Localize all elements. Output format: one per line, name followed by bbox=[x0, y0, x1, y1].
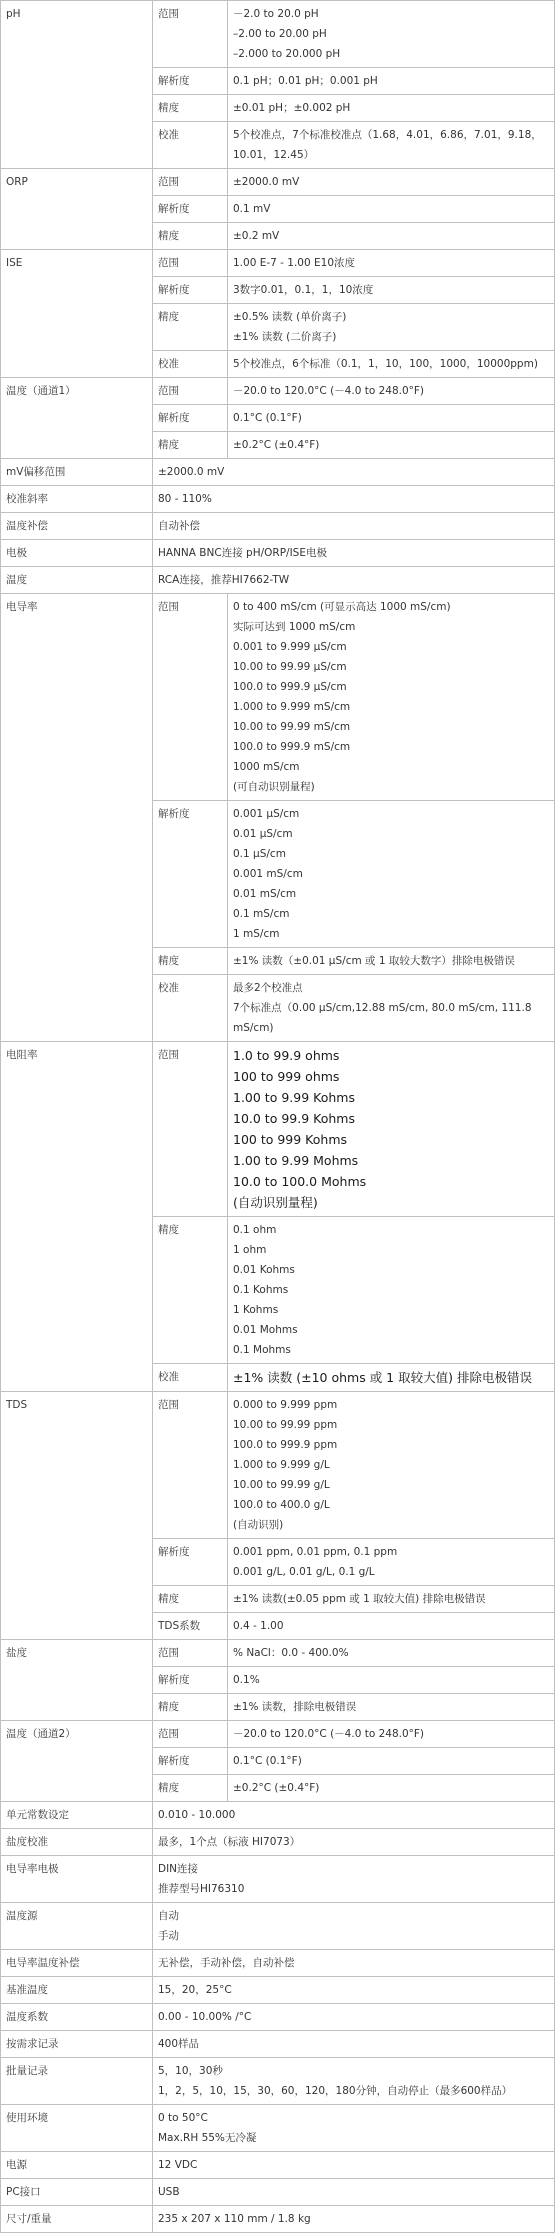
spec-category: mV偏移范围 bbox=[1, 459, 153, 486]
spec-value-line: －20.0 to 120.0°C (－4.0 to 248.0°F) bbox=[233, 1728, 425, 1740]
spec-subcategory: 范围 bbox=[153, 1392, 228, 1539]
spec-value-line: －20.0 to 120.0°C (－4.0 to 248.0°F) bbox=[233, 385, 425, 397]
spec-value bbox=[228, 1042, 555, 1217]
spec-value bbox=[153, 1903, 555, 1950]
spec-value bbox=[153, 2004, 555, 2031]
spec-row bbox=[1, 486, 555, 513]
spec-value bbox=[153, 513, 555, 540]
spec-value-line: 0.001 to 9.999 µS/cm bbox=[233, 641, 347, 653]
spec-subcategory: 解析度 bbox=[153, 196, 228, 223]
spec-value bbox=[228, 432, 555, 459]
spec-subcategory: 解析度 bbox=[153, 277, 228, 304]
spec-value-line: 400样品 bbox=[158, 2038, 200, 2050]
spec-value bbox=[228, 405, 555, 432]
spec-value bbox=[153, 2105, 555, 2152]
spec-category: ORP bbox=[1, 169, 153, 250]
spec-value-line: 0.1 Mohms bbox=[233, 1344, 291, 1356]
spec-subcategory: 精度 bbox=[153, 223, 228, 250]
spec-value-line: 0.01 Kohms bbox=[233, 1264, 295, 1276]
spec-value-line: (可自动识别量程) bbox=[233, 781, 315, 793]
spec-value bbox=[228, 304, 555, 351]
spec-category: 盐度校准 bbox=[1, 1829, 153, 1856]
spec-row bbox=[1, 2179, 555, 2206]
spec-value bbox=[228, 68, 555, 95]
spec-row bbox=[1, 1392, 555, 1539]
spec-value-line: 10.0 to 99.9 Kohms bbox=[233, 1111, 355, 1126]
spec-category: 单元常数设定 bbox=[1, 1802, 153, 1829]
spec-value-line: 0.000 to 9.999 ppm bbox=[233, 1399, 338, 1411]
spec-value-line: 0.1% bbox=[233, 1674, 260, 1686]
spec-subcategory: 校准 bbox=[153, 122, 228, 169]
spec-value bbox=[228, 1640, 555, 1667]
spec-value bbox=[228, 277, 555, 304]
spec-value-line: 1，2，5，10，15，30，60，120，180分钟，自动停止（最多600样品） bbox=[158, 2085, 513, 2097]
spec-row bbox=[1, 1640, 555, 1667]
spec-value bbox=[153, 1856, 555, 1903]
spec-value-line: ±0.2°C (±0.4°F) bbox=[233, 1782, 320, 1794]
spec-subcategory: 精度 bbox=[153, 948, 228, 975]
spec-subcategory: 校准 bbox=[153, 1364, 228, 1392]
spec-value-line: ±0.2°C (±0.4°F) bbox=[233, 439, 320, 451]
spec-subcategory: 解析度 bbox=[153, 801, 228, 948]
spec-row bbox=[1, 2105, 555, 2152]
spec-row bbox=[1, 1977, 555, 2004]
spec-value-line: 0.01 µS/cm bbox=[233, 828, 293, 840]
spec-value-line: 1.00 to 9.99 Kohms bbox=[233, 1090, 355, 1105]
spec-subcategory: 范围 bbox=[153, 1640, 228, 1667]
spec-value-line: 7个标准点（0.00 μS/cm,12.88 mS/cm, 80.0 mS/cm, 111.8 mS/cm) bbox=[233, 1002, 532, 1034]
spec-value-line: 0.001 mS/cm bbox=[233, 868, 303, 880]
spec-row bbox=[1, 2152, 555, 2179]
spec-category: 温度系数 bbox=[1, 2004, 153, 2031]
spec-value-line: DIN连接 bbox=[158, 1863, 199, 1875]
spec-value-line: % NaCl：0.0 - 400.0% bbox=[233, 1647, 349, 1659]
spec-subcategory: 解析度 bbox=[153, 405, 228, 432]
spec-value bbox=[228, 351, 555, 378]
spec-row bbox=[1, 2058, 555, 2105]
spec-category: 电极 bbox=[1, 540, 153, 567]
spec-subcategory: 范围 bbox=[153, 1042, 228, 1217]
spec-row bbox=[1, 1856, 555, 1903]
spec-value bbox=[153, 2031, 555, 2058]
spec-row bbox=[1, 250, 555, 277]
spec-value-line: 100.0 to 999.9 mS/cm bbox=[233, 741, 351, 753]
spec-row bbox=[1, 1903, 555, 1950]
spec-value-line: 0.1 Kohms bbox=[233, 1284, 289, 1296]
spec-value bbox=[153, 459, 555, 486]
spec-category: 批量记录 bbox=[1, 2058, 153, 2105]
spec-row bbox=[1, 2004, 555, 2031]
spec-value-line: 1.000 to 9.999 g/L bbox=[233, 1459, 330, 1471]
spec-value-line: (自动识别量程) bbox=[233, 1195, 318, 1210]
spec-subcategory: TDS系数 bbox=[153, 1613, 228, 1640]
spec-value-line: 1.00 E-7 - 1.00 E10浓度 bbox=[233, 257, 355, 269]
spec-row bbox=[1, 540, 555, 567]
spec-category: TDS bbox=[1, 1392, 153, 1640]
spec-value bbox=[228, 250, 555, 277]
spec-value-line: 10.00 to 99.99 g/L bbox=[233, 1479, 330, 1491]
spec-value-line: ±2000.0 mV bbox=[233, 176, 300, 188]
spec-subcategory: 范围 bbox=[153, 1, 228, 68]
spec-value bbox=[228, 196, 555, 223]
spec-value-line: 0.001 ppm, 0.01 ppm, 0.1 ppm bbox=[233, 1546, 398, 1558]
spec-value-line: 0.010 - 10.000 bbox=[158, 1809, 236, 1821]
spec-value-line: (自动识别) bbox=[233, 1519, 284, 1531]
spec-value-line: ±2000.0 mV bbox=[158, 466, 225, 478]
spec-value-line: Max.RH 55%无冷凝 bbox=[158, 2132, 257, 2144]
spec-row bbox=[1, 513, 555, 540]
spec-category: 按需求记录 bbox=[1, 2031, 153, 2058]
spec-value-line: 5，10，30秒 bbox=[158, 2065, 223, 2077]
spec-subcategory: 精度 bbox=[153, 1217, 228, 1364]
spec-value bbox=[153, 567, 555, 594]
spec-value-line: 0 to 400 mS/cm (可显示高达 1000 mS/cm) bbox=[233, 601, 451, 613]
spec-value bbox=[153, 1829, 555, 1856]
spec-subcategory: 解析度 bbox=[153, 1748, 228, 1775]
spec-value-line: 80 - 110% bbox=[158, 493, 212, 505]
spec-value-line: －2.0 to 20.0 pH bbox=[233, 8, 319, 20]
spec-subcategory: 精度 bbox=[153, 95, 228, 122]
spec-subcategory: 校准 bbox=[153, 975, 228, 1042]
spec-row bbox=[1, 567, 555, 594]
spec-subcategory: 解析度 bbox=[153, 68, 228, 95]
spec-value-line: 0.1 mS/cm bbox=[233, 908, 290, 920]
spec-value-line: 0.001 μS/cm bbox=[233, 808, 300, 820]
spec-row bbox=[1, 1, 555, 68]
spec-subcategory: 范围 bbox=[153, 594, 228, 801]
spec-subcategory: 精度 bbox=[153, 1586, 228, 1613]
spec-value-line: 0.1 pH；0.01 pH；0.001 pH bbox=[233, 75, 378, 87]
spec-subcategory: 精度 bbox=[153, 432, 228, 459]
spec-row bbox=[1, 594, 555, 801]
spec-value bbox=[228, 1586, 555, 1613]
spec-category: 电导率 bbox=[1, 594, 153, 1042]
spec-value-line: ±0.01 pH；±0.002 pH bbox=[233, 102, 351, 114]
spec-value bbox=[228, 975, 555, 1042]
spec-value bbox=[228, 95, 555, 122]
spec-category: 电阻率 bbox=[1, 1042, 153, 1392]
spec-value bbox=[228, 1613, 555, 1640]
spec-value-line: 推荐型号HI76310 bbox=[158, 1883, 245, 1895]
spec-value-line: ±0.5% 读数 (单价离子) bbox=[233, 311, 347, 323]
spec-row bbox=[1, 1721, 555, 1748]
spec-value-line: 0.1 µS/cm bbox=[233, 848, 286, 860]
spec-row bbox=[1, 1829, 555, 1856]
spec-value bbox=[228, 1748, 555, 1775]
spec-value-line: 0.1 mV bbox=[233, 203, 271, 215]
spec-category: 电导率电极 bbox=[1, 1856, 153, 1903]
spec-value bbox=[153, 540, 555, 567]
spec-value-line: 0.01 mS/cm bbox=[233, 888, 297, 900]
spec-value-line: 手动 bbox=[158, 1930, 179, 1942]
spec-subcategory: 范围 bbox=[153, 250, 228, 277]
spec-value-line: 3数字0.01，0.1，1，10浓度 bbox=[233, 284, 374, 296]
spec-value-line: 5个校准点，6个标准（0.1，1，10，100，1000，10000ppm) bbox=[233, 358, 538, 370]
spec-value-line: 100.0 to 999.9 ppm bbox=[233, 1439, 338, 1451]
spec-value-line: –2.00 to 20.00 pH bbox=[233, 28, 327, 40]
spec-value-line: 0.1 ohm bbox=[233, 1224, 277, 1236]
spec-row bbox=[1, 2206, 555, 2233]
spec-category: 温度（通道1） bbox=[1, 378, 153, 459]
spec-value-line: 100 to 999 ohms bbox=[233, 1069, 340, 1084]
spec-subcategory: 精度 bbox=[153, 1694, 228, 1721]
spec-value-line: 1000 mS/cm bbox=[233, 761, 300, 773]
spec-value-line: 自动补偿 bbox=[158, 520, 200, 532]
spec-value bbox=[228, 1694, 555, 1721]
spec-value-line: 实际可达到 1000 mS/cm bbox=[233, 621, 356, 633]
spec-value-line: 10.00 to 99.99 ppm bbox=[233, 1419, 338, 1431]
spec-value-line: 0.01 Mohms bbox=[233, 1324, 298, 1336]
spec-row bbox=[1, 1950, 555, 1977]
spec-category: 尺寸/重量 bbox=[1, 2206, 153, 2233]
spec-table-body bbox=[1, 1, 555, 2233]
spec-value bbox=[228, 1539, 555, 1586]
spec-value-line: 0 to 50°C bbox=[158, 2112, 208, 2124]
spec-value-line: ±0.2 mV bbox=[233, 230, 280, 242]
spec-value-line: 自动 bbox=[158, 1910, 179, 1922]
spec-value-line: 1 Kohms bbox=[233, 1304, 279, 1316]
spec-value bbox=[228, 1217, 555, 1364]
spec-category: PC接口 bbox=[1, 2179, 153, 2206]
spec-value bbox=[153, 2179, 555, 2206]
spec-row bbox=[1, 1802, 555, 1829]
spec-category: 基准温度 bbox=[1, 1977, 153, 2004]
spec-value bbox=[228, 378, 555, 405]
spec-value-line: ±1% 读数，排除电极错误 bbox=[233, 1701, 357, 1713]
spec-value bbox=[153, 1802, 555, 1829]
spec-value bbox=[153, 2206, 555, 2233]
spec-value-line: ±1% 读数 (±10 ohms 或 1 取较大值) 排除电极错误 bbox=[233, 1370, 532, 1385]
spec-category: 校准斜率 bbox=[1, 486, 153, 513]
spec-value-line: 0.4 - 1.00 bbox=[233, 1620, 284, 1632]
spec-category: pH bbox=[1, 1, 153, 169]
spec-value-line: USB bbox=[158, 2186, 180, 2198]
spec-value-line: ±1% 读数 (二价离子) bbox=[233, 331, 337, 343]
spec-value-line: 最多，1个点（标液 HI7073） bbox=[158, 1836, 301, 1848]
spec-value bbox=[228, 1, 555, 68]
spec-value-line: 无补偿，手动补偿，自动补偿 bbox=[158, 1957, 295, 1969]
spec-subcategory: 解析度 bbox=[153, 1667, 228, 1694]
spec-value bbox=[153, 486, 555, 513]
spec-value-line: 1.0 to 99.9 ohms bbox=[233, 1048, 340, 1063]
spec-value-line: –2.000 to 20.000 pH bbox=[233, 48, 341, 60]
spec-value-line: 235 x 207 x 110 mm / 1.8 kg bbox=[158, 2213, 311, 2225]
spec-row bbox=[1, 2031, 555, 2058]
spec-subcategory: 范围 bbox=[153, 1721, 228, 1748]
spec-value bbox=[228, 223, 555, 250]
spec-row bbox=[1, 378, 555, 405]
spec-row bbox=[1, 169, 555, 196]
spec-category: 使用环境 bbox=[1, 2105, 153, 2152]
spec-value-line: 0.00 - 10.00% /°C bbox=[158, 2011, 252, 2023]
spec-subcategory: 解析度 bbox=[153, 1539, 228, 1586]
spec-subcategory: 精度 bbox=[153, 1775, 228, 1802]
spec-value-line: 1.00 to 9.99 Mohms bbox=[233, 1153, 359, 1168]
spec-value-line: HANNA BNC连接 pH/ORP/ISE电极 bbox=[158, 547, 327, 559]
spec-value bbox=[228, 169, 555, 196]
spec-value-line: 0.001 g/L, 0.01 g/L, 0.1 g/L bbox=[233, 1566, 375, 1578]
spec-value-line: 10.0 to 100.0 Mohms bbox=[233, 1174, 367, 1189]
spec-category: 电源 bbox=[1, 2152, 153, 2179]
spec-value-line: ±1% 读数(±0.05 ppm 或 1 取较大值) 排除电极错误 bbox=[233, 1593, 486, 1605]
spec-value bbox=[228, 948, 555, 975]
spec-subcategory: 范围 bbox=[153, 169, 228, 196]
spec-value-line: RCA连接，推荐HI7662-TW bbox=[158, 574, 290, 586]
spec-subcategory: 范围 bbox=[153, 378, 228, 405]
spec-category: 温度（通道2） bbox=[1, 1721, 153, 1802]
spec-value-line: 10.00 to 99.99 mS/cm bbox=[233, 721, 351, 733]
spec-value-line: 10.00 to 99.99 µS/cm bbox=[233, 661, 347, 673]
spec-value-line: 最多2个校准点 bbox=[233, 982, 303, 994]
spec-category: 温度 bbox=[1, 567, 153, 594]
spec-value-line: 5个校准点，7个标准校准点（1.68，4.01，6.86，7.01，9.18，10.01，12.45） bbox=[233, 129, 542, 161]
spec-value-line: 0.1°C (0.1°F) bbox=[233, 412, 302, 424]
spec-value bbox=[153, 1950, 555, 1977]
spec-value-line: 100 to 999 Kohms bbox=[233, 1132, 348, 1147]
spec-value bbox=[228, 594, 555, 801]
spec-value bbox=[228, 1721, 555, 1748]
spec-value bbox=[228, 1775, 555, 1802]
spec-category: 电导率温度补偿 bbox=[1, 1950, 153, 1977]
spec-value bbox=[228, 801, 555, 948]
spec-value-line: 15，20，25°C bbox=[158, 1984, 232, 1996]
spec-value-line: ±1% 读数（±0.01 μS/cm 或 1 取较大数字）排除电极错误 bbox=[233, 955, 515, 967]
spec-category: 温度补偿 bbox=[1, 513, 153, 540]
spec-value bbox=[228, 1392, 555, 1539]
spec-value bbox=[153, 1977, 555, 2004]
spec-value-line: 1 ohm bbox=[233, 1244, 267, 1256]
spec-category: ISE bbox=[1, 250, 153, 378]
spec-value bbox=[228, 1667, 555, 1694]
spec-category: 盐度 bbox=[1, 1640, 153, 1721]
spec-value-line: 100.0 to 400.0 g/L bbox=[233, 1499, 330, 1511]
spec-row bbox=[1, 459, 555, 486]
spec-category: 温度源 bbox=[1, 1903, 153, 1950]
spec-value bbox=[153, 2058, 555, 2105]
spec-value-line: 12 VDC bbox=[158, 2159, 198, 2171]
spec-value bbox=[228, 122, 555, 169]
spec-value bbox=[228, 1364, 555, 1392]
spec-value-line: 100.0 to 999.9 µS/cm bbox=[233, 681, 347, 693]
spec-value-line: 1 mS/cm bbox=[233, 928, 280, 940]
spec-row bbox=[1, 1042, 555, 1217]
spec-value bbox=[153, 2152, 555, 2179]
spec-subcategory: 校准 bbox=[153, 351, 228, 378]
spec-value-line: 0.1°C (0.1°F) bbox=[233, 1755, 302, 1767]
spec-value-line: 1.000 to 9.999 mS/cm bbox=[233, 701, 351, 713]
spec-subcategory: 精度 bbox=[153, 304, 228, 351]
